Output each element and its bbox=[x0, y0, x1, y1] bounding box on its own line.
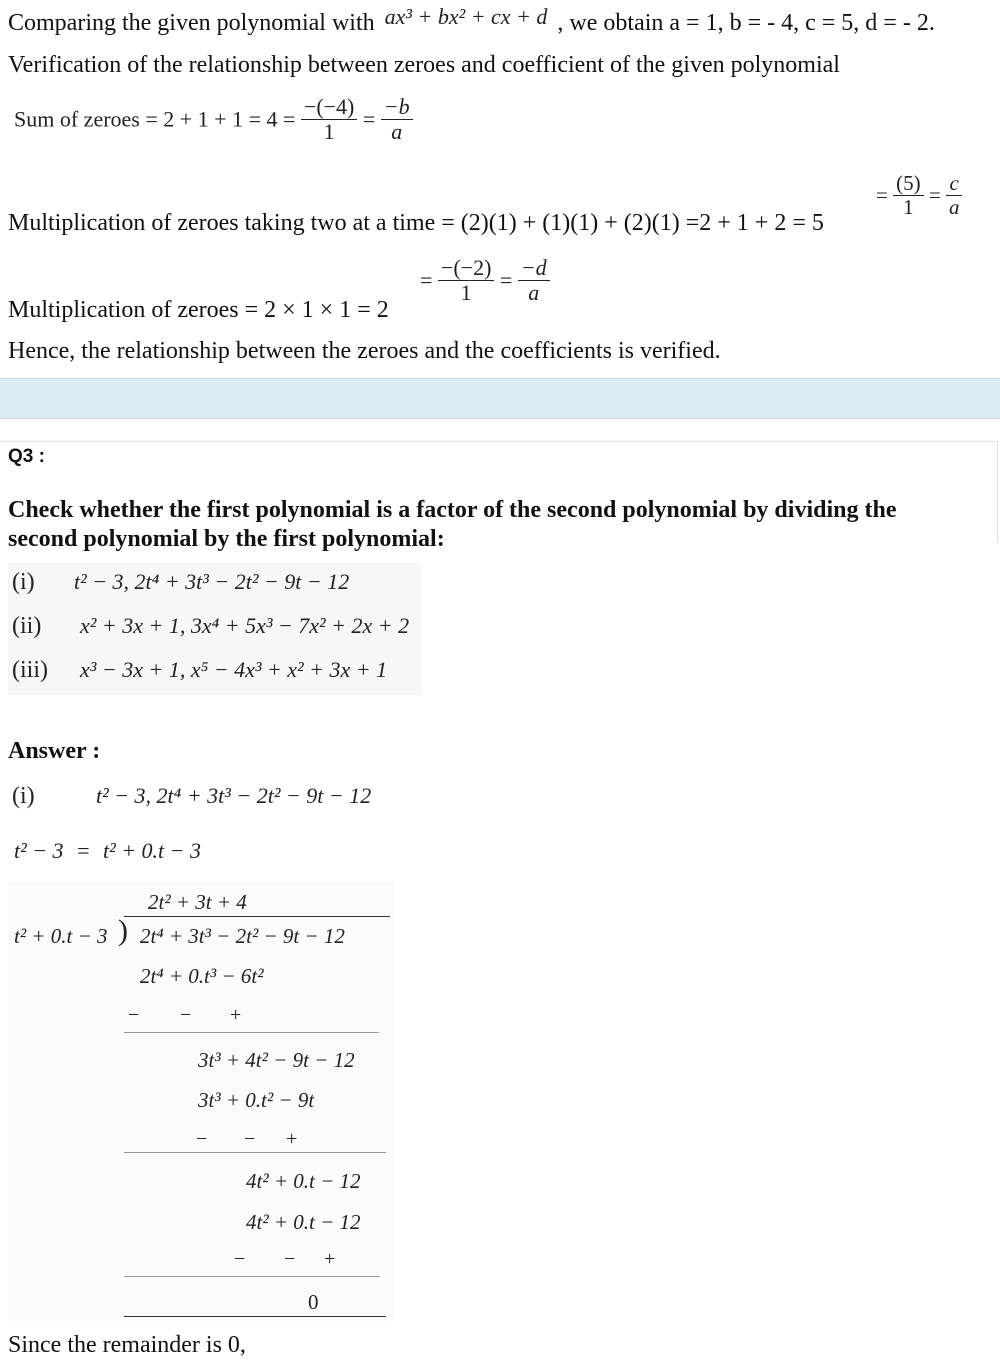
dividend: 2t⁴ + 3t³ − 2t² − 9t − 12 bbox=[140, 924, 345, 948]
question-parts bbox=[8, 563, 422, 695]
product-num-2: −d bbox=[518, 256, 550, 281]
rewrite-eq: = bbox=[77, 838, 90, 863]
part-label: (iii) bbox=[12, 657, 48, 683]
part-label: (ii) bbox=[12, 613, 42, 639]
rule-3 bbox=[124, 1276, 380, 1277]
product-fractions: = $\frac{-(-2)}{1}$ = $\frac{-d}{a}$ bbox=[420, 256, 550, 305]
quotient-bar bbox=[124, 916, 390, 917]
rewrite-line bbox=[14, 838, 201, 864]
part-expr: x³ − 3x + 1, x⁵ − 4x³ + x² + 3x + 1 bbox=[80, 657, 388, 682]
rule-final bbox=[124, 1316, 386, 1317]
signs-1 bbox=[128, 1004, 241, 1027]
sign: − bbox=[284, 1248, 296, 1270]
long-division bbox=[8, 882, 393, 1322]
sign: − bbox=[234, 1248, 246, 1270]
part-expr: x² + 3x + 1, 3x⁴ + 5x³ − 7x² + 2x + 2 bbox=[80, 613, 410, 638]
quotient: 2t² + 3t + 4 bbox=[148, 890, 247, 914]
sum-lhs: Sum of zeroes = 2 + 1 + 1 = 4 = bbox=[14, 106, 296, 132]
sum-num-2: −b bbox=[381, 95, 413, 120]
sum-num-1: −(−4) bbox=[301, 95, 357, 120]
rewrite-lhs: t² − 3 bbox=[14, 838, 64, 863]
part-i bbox=[12, 569, 349, 596]
divisor: t² + 0.t − 3 bbox=[14, 924, 108, 948]
sign: − bbox=[128, 1004, 140, 1026]
verification-text: Verification of the relationship between zeroes and coefficient of the given polynomial bbox=[8, 52, 840, 78]
answer-label: Answer : bbox=[8, 738, 101, 764]
answer-part bbox=[12, 783, 371, 810]
sum-of-zeroes: Sum of zeroes = 2 + 1 + 1 = 4 = $\frac{-(-4)}{1}$ = $\frac{-b}{a}$ bbox=[14, 95, 413, 144]
answer-part-expr: t² − 3, 2t⁴ + 3t³ − 2t² − 9t − 12 bbox=[96, 783, 372, 808]
product-frac-1 bbox=[438, 256, 494, 305]
two-num-2: c bbox=[946, 172, 963, 196]
product-den-1: 1 bbox=[460, 280, 472, 306]
product-num-1: −(−2) bbox=[438, 256, 494, 281]
question-text-2: second polynomial by the first polynomial: bbox=[8, 526, 445, 552]
remainder-2: 4t² + 0.t − 12 bbox=[246, 1169, 361, 1193]
section-divider bbox=[0, 378, 1000, 419]
general-polynomial: ax³ + bx² + cx + d bbox=[384, 4, 548, 29]
remainder-1: 3t³ + 4t² − 9t − 12 bbox=[198, 1048, 355, 1072]
signs-3 bbox=[234, 1248, 335, 1271]
two-at-a-time-text: Multiplication of zeroes taking two at a time = (2)(1) + (1)(1) + (2)(1) =2 + 1 + 2 = 5 bbox=[8, 210, 824, 236]
two-frac-2 bbox=[946, 172, 963, 219]
answer-part-label: (i) bbox=[12, 783, 35, 809]
two-den-1: 1 bbox=[903, 195, 914, 220]
sign: − bbox=[244, 1128, 256, 1150]
part-expr: t² − 3, 2t⁴ + 3t³ − 2t² − 9t − 12 bbox=[74, 569, 350, 594]
signs-2 bbox=[196, 1128, 297, 1151]
step-2: 3t³ + 0.t² − 9t bbox=[198, 1088, 315, 1112]
coefficients-text: , we obtain a = 1, b = - 4, c = 5, d = - 2. bbox=[557, 10, 935, 36]
intro-line bbox=[8, 4, 935, 37]
product-den-2: a bbox=[528, 280, 540, 306]
rule-1 bbox=[124, 1032, 379, 1033]
sign: − bbox=[196, 1128, 208, 1150]
part-ii bbox=[12, 613, 409, 640]
two-den-2: a bbox=[948, 195, 960, 220]
product-text: Multiplication of zeroes = 2 × 1 × 1 = 2 bbox=[8, 297, 389, 323]
part-iii bbox=[12, 657, 387, 684]
two-at-a-time-fractions: = $\frac{(5)}{1}$ = $\frac{c}{a}$ bbox=[876, 172, 962, 219]
two-frac-1 bbox=[893, 172, 924, 219]
sign: − bbox=[180, 1004, 192, 1026]
part-label: (i) bbox=[12, 569, 35, 595]
rewrite-rhs: t² + 0.t − 3 bbox=[102, 838, 201, 863]
sum-den-1: 1 bbox=[323, 119, 335, 145]
sign: + bbox=[286, 1128, 298, 1150]
division-bracket: ) bbox=[118, 914, 128, 947]
question-text-1: Check whether the first polynomial is a factor of the second polynomial by dividing the bbox=[8, 497, 897, 523]
step-3: 4t² + 0.t − 12 bbox=[246, 1210, 361, 1234]
sum-fraction-2 bbox=[381, 95, 413, 144]
sign: + bbox=[230, 1004, 242, 1026]
two-num-1: (5) bbox=[893, 172, 924, 196]
step-1: 2t⁴ + 0.t³ − 6t² bbox=[140, 964, 264, 988]
product-frac-2 bbox=[518, 256, 550, 305]
compare-text: Comparing the given polynomial with bbox=[8, 10, 375, 36]
since-text: Since the remainder is 0, bbox=[8, 1332, 246, 1358]
question-label: Q3 : bbox=[8, 446, 45, 467]
sum-den-2: a bbox=[391, 119, 403, 145]
sign: + bbox=[324, 1248, 336, 1270]
sum-fraction-1 bbox=[301, 95, 357, 144]
rule-2 bbox=[124, 1152, 386, 1153]
conclusion-text: Hence, the relationship between the zeroes and the coefficients is verified. bbox=[8, 338, 721, 364]
final-remainder: 0 bbox=[308, 1290, 319, 1314]
